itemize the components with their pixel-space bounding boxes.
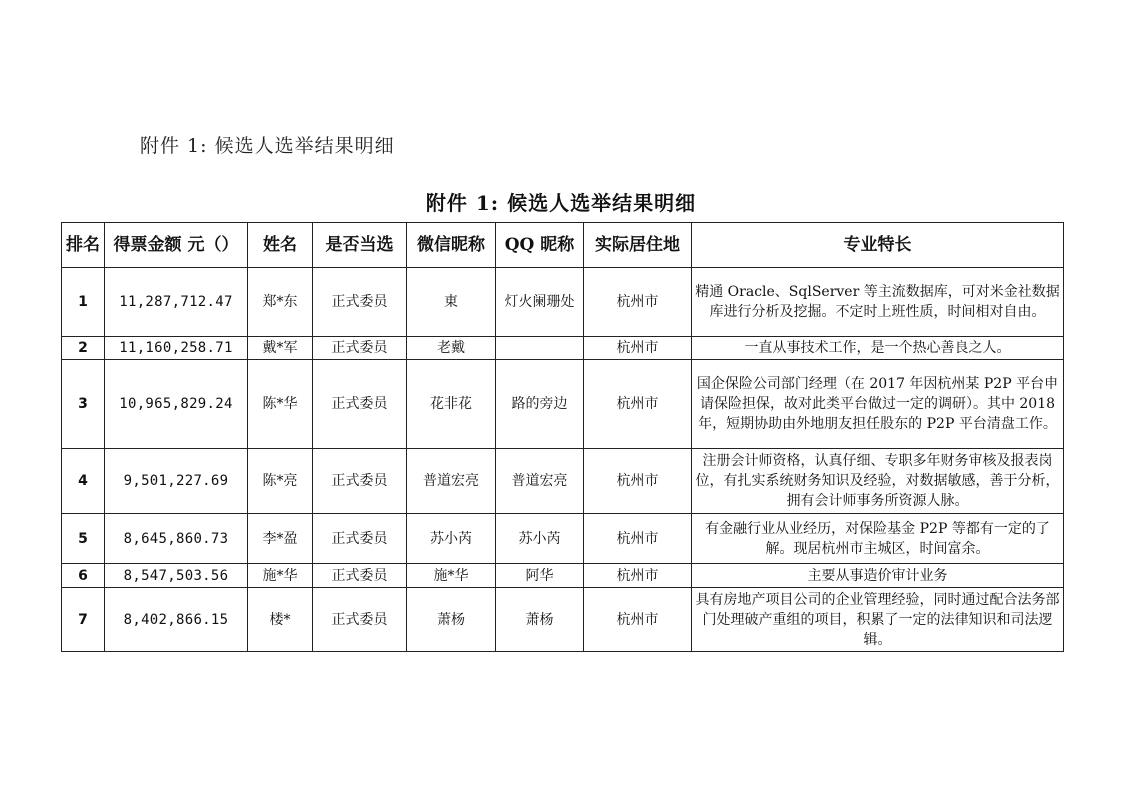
cell-elected: 正式委员 [313, 564, 407, 588]
cell-elected: 正式委员 [313, 449, 407, 514]
cell-elected: 正式委员 [313, 360, 407, 449]
cell-specialty: 主要从事造价审计业务 [692, 564, 1064, 588]
cell-amount: 10,965,829.24 [105, 360, 248, 449]
column-header-elected: 是否当选 [313, 223, 407, 268]
cell-elected: 正式委员 [313, 268, 407, 337]
cell-specialty: 一直从事技术工作，是一个热心善良之人。 [692, 337, 1064, 360]
cell-wechat: 東 [407, 268, 496, 337]
table-row [62, 337, 1064, 360]
table-row [62, 360, 1064, 449]
cell-rank: 7 [62, 588, 105, 652]
cell-rank: 1 [62, 268, 105, 337]
column-header-qq: QQ 昵称 [496, 223, 584, 268]
cell-residence: 杭州市 [584, 514, 692, 564]
cell-wechat: 普道宏亮 [407, 449, 496, 514]
cell-elected: 正式委员 [313, 514, 407, 564]
table-header-row [62, 223, 1064, 268]
cell-name: 陈*华 [248, 360, 313, 449]
cell-amount: 8,645,860.73 [105, 514, 248, 564]
cell-specialty: 精通 Oracle、SqlServer 等主流数据库，可对米金社数据库进行分析及挖掘。不定时上班性质，时间相对自由。 [692, 268, 1064, 337]
table-row [62, 449, 1064, 514]
cell-specialty: 有金融行业从业经历，对保险基金 P2P 等都有一定的了解。现居杭州市主城区，时间富余。 [692, 514, 1064, 564]
cell-rank: 4 [62, 449, 105, 514]
cell-amount: 11,287,712.47 [105, 268, 248, 337]
column-header-name: 姓名 [248, 223, 313, 268]
column-header-rank: 排名 [62, 223, 105, 268]
cell-residence: 杭州市 [584, 588, 692, 652]
cell-wechat: 老戴 [407, 337, 496, 360]
cell-wechat: 施*华 [407, 564, 496, 588]
cell-name: 戴*军 [248, 337, 313, 360]
cell-residence: 杭州市 [584, 449, 692, 514]
cell-specialty: 国企保险公司部门经理（在 2017 年因杭州某 P2P 平台申请保险担保，故对此类平台做过一定的调研）。其中 2018 年，短期协助由外地朋友担任股东的 P2P 平台清盘工作。 [692, 360, 1064, 449]
column-header-wechat: 微信昵称 [407, 223, 496, 268]
table-row [62, 588, 1064, 652]
cell-qq: 苏小芮 [496, 514, 584, 564]
table-title: 附件 1: 候选人选举结果明细 [425, 191, 697, 215]
cell-residence: 杭州市 [584, 268, 692, 337]
cell-amount: 8,547,503.56 [105, 564, 248, 588]
cell-qq: 普道宏亮 [496, 449, 584, 514]
cell-specialty: 具有房地产项目公司的企业管理经验，同时通过配合法务部门处理破产重组的项目，积累了一定的法律知识和司法逻辑。 [692, 588, 1064, 652]
table-row [62, 268, 1064, 337]
column-header-specialty: 专业特长 [692, 223, 1064, 268]
cell-wechat: 萧杨 [407, 588, 496, 652]
column-header-amount: 得票金额 元（） [105, 223, 248, 268]
cell-amount: 9,501,227.69 [105, 449, 248, 514]
cell-rank: 2 [62, 337, 105, 360]
cell-elected: 正式委员 [313, 337, 407, 360]
cell-residence: 杭州市 [584, 360, 692, 449]
document-header-title: 附件 1: 候选人选举结果明细 [140, 135, 395, 157]
election-results-table [61, 222, 1064, 652]
cell-name: 施*华 [248, 564, 313, 588]
cell-wechat: 花非花 [407, 360, 496, 449]
cell-amount: 8,402,866.15 [105, 588, 248, 652]
cell-qq: 路的旁边 [496, 360, 584, 449]
cell-name: 郑*东 [248, 268, 313, 337]
cell-name: 李*盈 [248, 514, 313, 564]
table-row [62, 564, 1064, 588]
cell-qq: 灯火阑珊处 [496, 268, 584, 337]
cell-amount: 11,160,258.71 [105, 337, 248, 360]
cell-qq [496, 337, 584, 360]
cell-rank: 3 [62, 360, 105, 449]
cell-rank: 6 [62, 564, 105, 588]
cell-residence: 杭州市 [584, 564, 692, 588]
column-header-residence: 实际居住地 [584, 223, 692, 268]
cell-specialty: 注册会计师资格，认真仔细、专职多年财务审核及报表岗位，有扎实系统财务知识及经验，对数据敏感，善于分析，拥有会计师事务所资源人脉。 [692, 449, 1064, 514]
cell-qq: 萧杨 [496, 588, 584, 652]
cell-name: 陈*亮 [248, 449, 313, 514]
cell-residence: 杭州市 [584, 337, 692, 360]
cell-qq: 阿华 [496, 564, 584, 588]
table-row [62, 514, 1064, 564]
cell-elected: 正式委员 [313, 588, 407, 652]
cell-name: 楼* [248, 588, 313, 652]
cell-wechat: 苏小芮 [407, 514, 496, 564]
cell-rank: 5 [62, 514, 105, 564]
